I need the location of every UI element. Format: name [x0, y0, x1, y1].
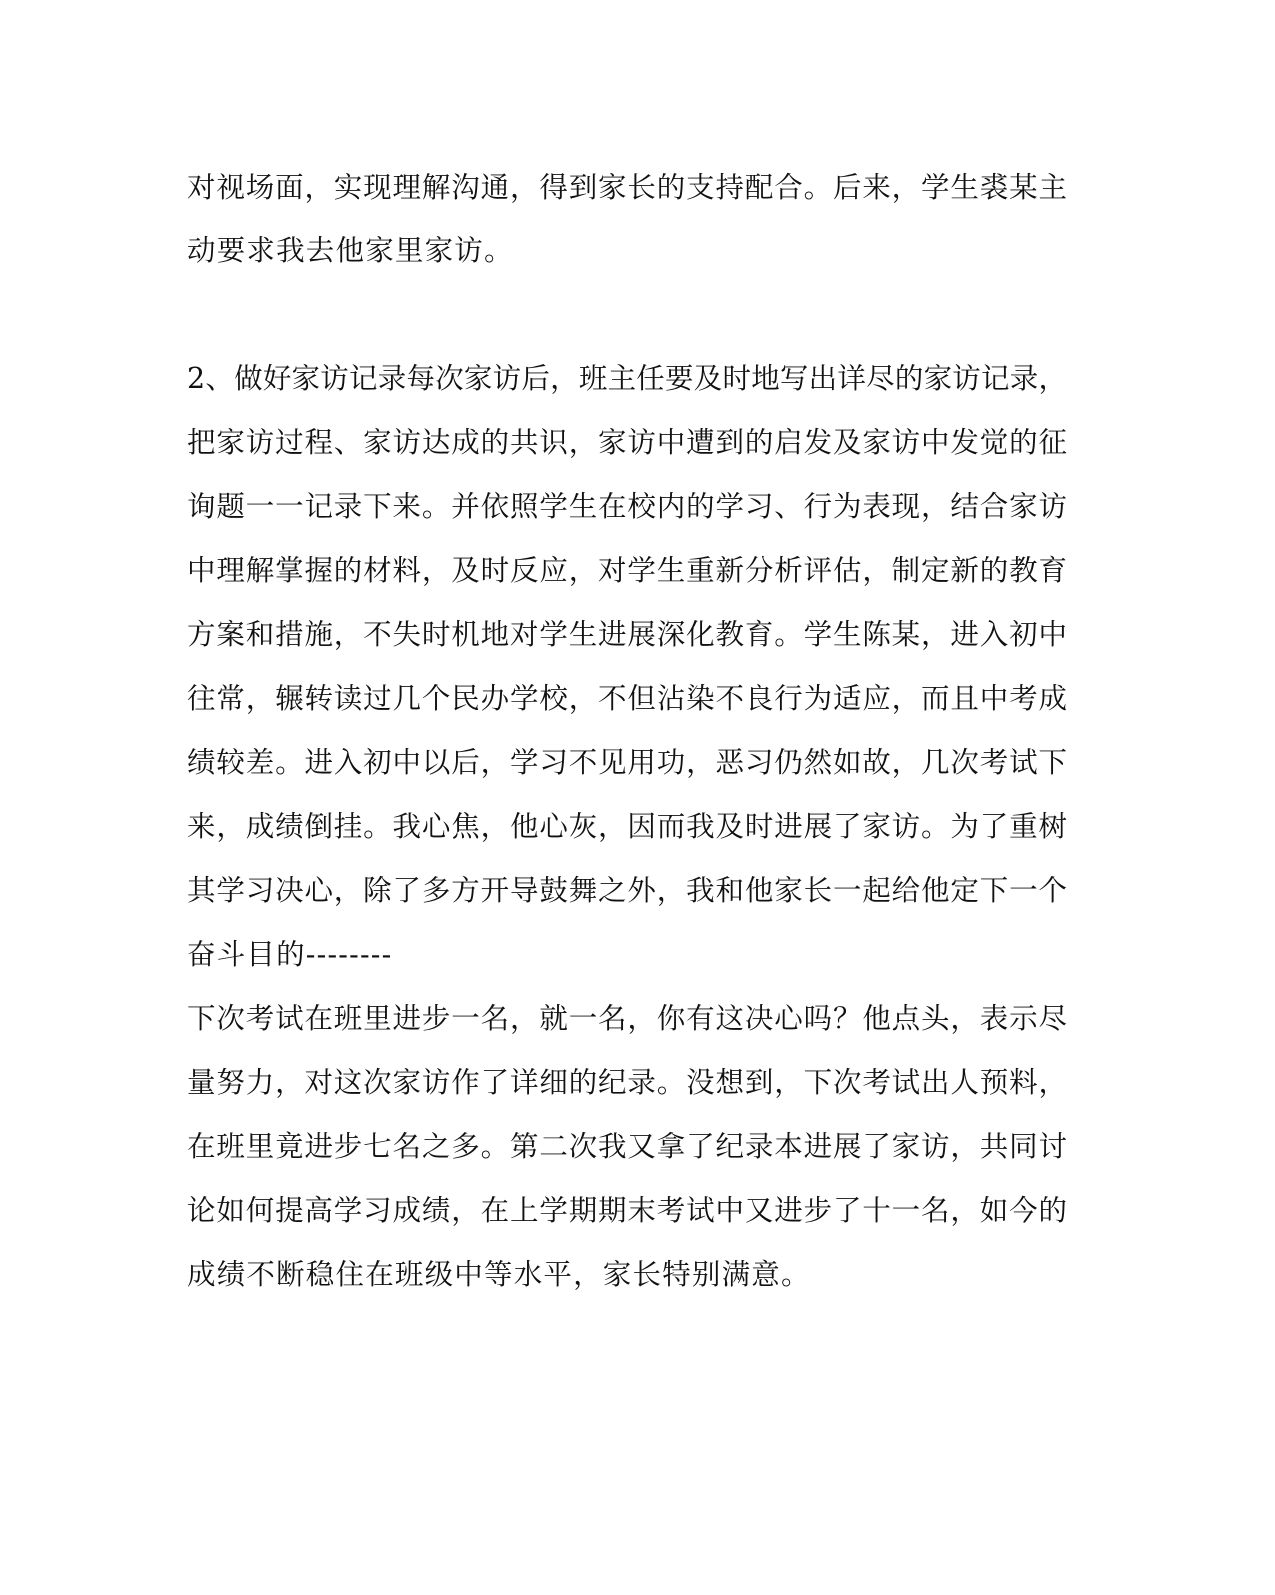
text-line: 来，成绩倒挂。我心焦，他心灰，因而我及时进展了家访。为了重树 — [187, 810, 1067, 843]
text-line: 论如何提高学习成绩，在上学期期末考试中又进步了十一名，如今的 — [187, 1194, 1067, 1227]
text-line: 中理解掌握的材料，及时反应，对学生重新分析评估，制定新的教育 — [187, 554, 1067, 587]
text-line: 动要求我去他家里家访。 — [187, 234, 514, 267]
text-line: 下次考试在班里进步一名，就一名，你有这决心吗？他点头，表示尽 — [187, 1002, 1067, 1035]
text-line: 把家访过程、家访达成的共识，家访中遭到的启发及家访中发觉的征 — [187, 426, 1067, 459]
text-line: 其学习决心，除了多方开导鼓舞之外，我和他家长一起给他定下一个 — [187, 874, 1067, 907]
text-line: 量努力，对这次家访作了详细的纪录。没想到，下次考试出人预料， — [187, 1066, 1067, 1099]
text-line: 询题一一记录下来。并依照学生在校内的学习、行为表现，结合家访 — [187, 490, 1067, 523]
text-line: 奋斗目的-------- — [187, 938, 393, 971]
text-line: 在班里竟进步七名之多。第二次我又拿了纪录本进展了家访，共同讨 — [187, 1130, 1067, 1163]
text-line: 方案和措施，不失时机地对学生进展深化教育。学生陈某，进入初中 — [187, 618, 1067, 651]
text-line: 成绩不断稳住在班级中等水平，家长特别满意。 — [187, 1258, 811, 1291]
text-line: 绩较差。进入初中以后，学习不见用功，恶习仍然如故，几次考试下 — [187, 746, 1067, 779]
text-line: 往常，辗转读过几个民办学校，不但沾染不良行为适应，而且中考成 — [187, 682, 1067, 715]
text-line: 2、做好家访记录每次家访后，班主任要及时地写出详尽的家访记录， — [187, 362, 1067, 395]
text-line: 对视场面，实现理解沟通，得到家长的支持配合。后来，学生裘某主 — [187, 171, 1067, 204]
